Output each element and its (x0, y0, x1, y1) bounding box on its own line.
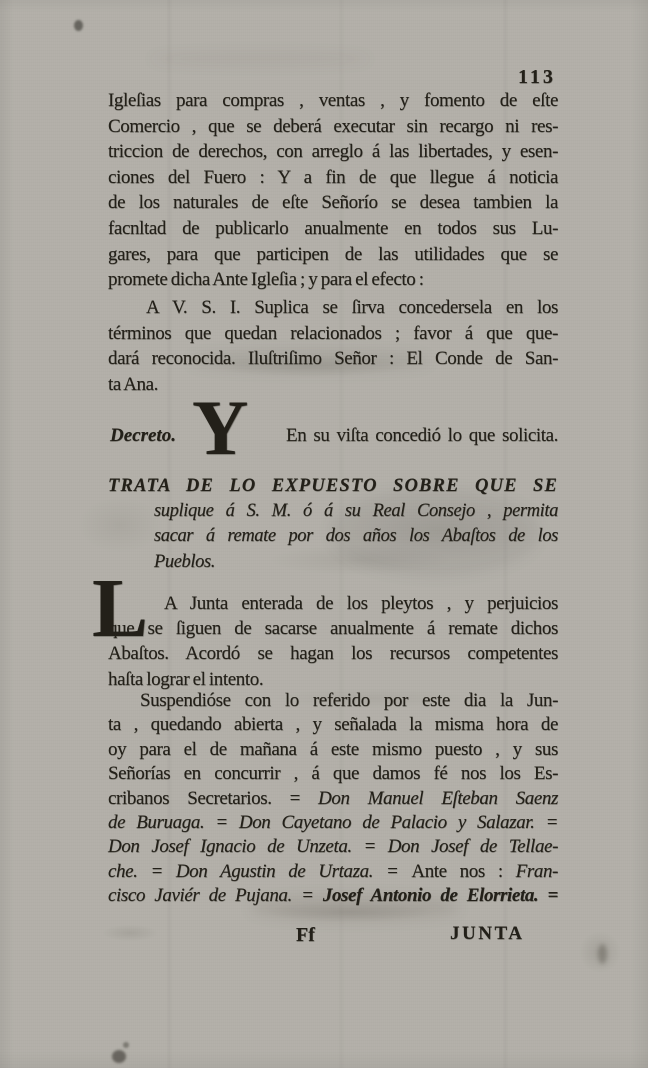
signatory-name: Fran- (515, 860, 558, 882)
text-line: dará reconocida. Iluſtriſimo Señor : El Conde de San- (108, 348, 558, 370)
text-segment: Señorías en concurrir , á que damos fé nos los Es- (108, 763, 558, 785)
text-line (108, 860, 558, 884)
heading-line: Pueblos. (154, 551, 216, 572)
text-line: Comercio , que se deberá executar sin recargo ni res- (108, 115, 558, 137)
text-segment: ta , quedando abierta , y señalada la misma hora de (108, 714, 558, 736)
text-line (108, 884, 558, 908)
signatory-name: Josef Antonio de Elorrieta. = (322, 885, 558, 907)
paragraph-supplica (108, 295, 558, 397)
text-line: facnltad de publicarlo anualmente en todos sus Lu- (108, 217, 558, 239)
ink-speck (123, 1042, 129, 1048)
heading-line: TRATA DE LO EXPUESTO SOBRE QUE SE (108, 476, 558, 496)
text-line: triccion de derechos, con arreglo á las libertades, y esen- (108, 141, 558, 163)
ink-speck (74, 20, 83, 31)
page-number: 113 (518, 66, 556, 88)
text-line: Igleſias para compras , ventas , y fomento de eſte (108, 90, 558, 111)
signatory-name: de Buruaga. = Don Cayetano de Palacio y Salazar. = (108, 811, 558, 833)
text-line (108, 787, 558, 811)
text-segment: Suspendióse con lo referido por este dia la Jun- (140, 690, 558, 711)
text-line: que se ſiguen de sacarse anualmente á remate dichos (108, 618, 558, 640)
text-line (108, 835, 558, 859)
heading-line: sacar á remate por dos años los Abaſtos de los (154, 526, 558, 547)
text-segment: oy para el de mañana á este mismo puesto , y sus (108, 738, 558, 760)
drop-cap-L: L (92, 562, 149, 655)
signatory-name: cisco Javiér de Pujana. = (108, 885, 323, 907)
text-line: gares, para que participen de las utilidades que se (108, 243, 558, 265)
text-line (108, 689, 558, 713)
signature-mark: Ff (296, 924, 315, 946)
signatory-name: Don Josef Ignacio de Unzeta. = Don Josef de Tellae- (108, 836, 558, 858)
text-line (108, 738, 558, 762)
signatory-name: che. = Don Agustin de Urtaza. = (108, 860, 412, 882)
text-segment: cribanos Secretarios. = (108, 787, 319, 809)
text-line: A Junta enterada de los pleytos , y perjuicios (164, 593, 558, 614)
margin-note-decreto: Decreto. (110, 425, 176, 446)
text-line: de los naturales de eſte Señorío se desea tambien la (108, 192, 558, 214)
ink-speck (112, 1050, 126, 1063)
heading-line: suplique á S. M. ó á su Real Consejo , permita (154, 501, 558, 521)
text-line: promete dicha Ante Igleſia ; y para el efecto : (108, 269, 424, 291)
text-line: Abaſtos. Acordó se hagan los recursos competentes (108, 643, 558, 665)
text-line: términos que quedan relacionados ; favor á que que- (108, 322, 558, 344)
text-line: ciones del Fuero : Y a fin de que llegue á noticia (108, 166, 558, 188)
paragraph-la-junta (92, 562, 558, 692)
ink-speck (598, 944, 607, 964)
bleed-through-smudge (150, 52, 370, 66)
text-line: A V. S. I. Suplica se ſirva concedersela en los (146, 297, 558, 318)
text-line (108, 762, 558, 786)
section-heading-trata (108, 473, 558, 575)
paragraph-suspension-firmas (108, 689, 558, 909)
text-segment: Ante nos : (411, 860, 516, 882)
decree-text-line: En su viſta concedió lo que solicita. (286, 425, 558, 446)
catchword: JUNTA (450, 923, 525, 944)
text-line (108, 811, 558, 835)
text-line: ta Ana. (108, 373, 159, 395)
drop-cap-Y: Y (192, 384, 249, 471)
paragraph-petition (108, 88, 558, 293)
text-line (108, 713, 558, 737)
text-line: haſta lograr el intento. (108, 668, 264, 690)
signatory-name: Don Manuel Eſteban Saenz (318, 787, 558, 809)
